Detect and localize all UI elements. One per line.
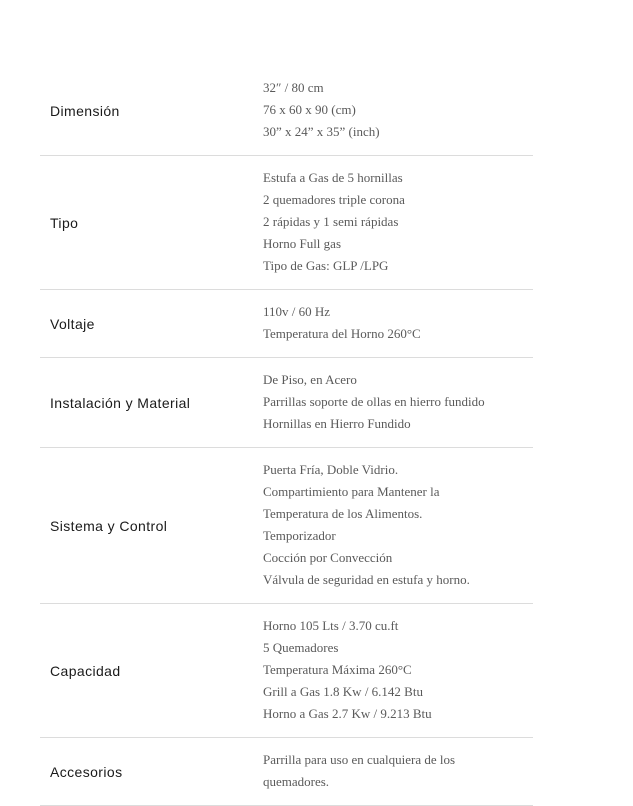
spec-values [253,604,533,737]
spec-value: Temporizador [263,528,336,543]
spec-label: Sistema y Control [50,517,168,534]
spec-value: Válvula de seguridad en estufa y horno. [263,572,470,587]
spec-value: quemadores. [263,774,330,789]
spec-value: 2 rápidas y 1 semi rápidas [263,214,399,229]
spec-value: Puerta Fría, Doble Vidrio. [263,462,399,477]
spec-value: 5 Quemadores [263,640,339,655]
spec-row-installation-material [40,358,533,448]
spec-value: Tipo de Gas: GLP /LPG [263,258,389,273]
specifications-table [40,66,533,806]
spec-value: 76 x 60 x 90 (cm) [263,102,356,117]
spec-value: Grill a Gas 1.8 Kw / 6.142 Btu [263,684,423,699]
spec-value: Horno a Gas 2.7 Kw / 9.213 Btu [263,706,432,721]
spec-row-dimension [40,66,533,156]
spec-values [253,358,533,447]
spec-value: 32″ / 80 cm [263,80,324,95]
spec-row-capacity [40,604,533,738]
spec-value: Compartimiento para Mantener la [263,484,440,499]
spec-label: Dimensión [50,102,120,119]
spec-row-type [40,156,533,290]
spec-label: Accesorios [50,763,123,780]
spec-value: Parrillas soporte de ollas en hierro fundido [263,394,485,409]
spec-value: Horno Full gas [263,236,341,251]
spec-value: Parrilla para uso en cualquiera de los [263,752,456,767]
spec-value: 110v / 60 Hz [263,304,331,319]
spec-row-system-control [40,448,533,604]
spec-value: Temperatura de los Alimentos. [263,506,423,521]
spec-value: De Piso, en Acero [263,372,357,387]
spec-value: Temperatura Máxima 260°C [263,662,412,677]
spec-value: Cocción por Convección [263,550,393,565]
spec-value: 2 quemadores triple corona [263,192,405,207]
spec-value: Estufa a Gas de 5 hornillas [263,170,403,185]
spec-values [253,156,533,289]
spec-label: Voltaje [50,315,95,332]
spec-value: Horno 105 Lts / 3.70 cu.ft [263,618,399,633]
spec-row-voltage [40,290,533,358]
spec-value: Temperatura del Horno 260°C [263,326,421,341]
spec-values [253,66,533,155]
spec-values [253,448,533,603]
spec-value: 30” x 24” x 35” (inch) [263,124,380,139]
spec-value: Hornillas en Hierro Fundido [263,416,411,431]
spec-label: Tipo [50,214,79,231]
spec-row-accessories [40,738,533,806]
spec-values [253,290,533,357]
spec-values [253,738,533,805]
spec-label: Instalación y Material [50,394,191,411]
spec-label: Capacidad [50,662,121,679]
